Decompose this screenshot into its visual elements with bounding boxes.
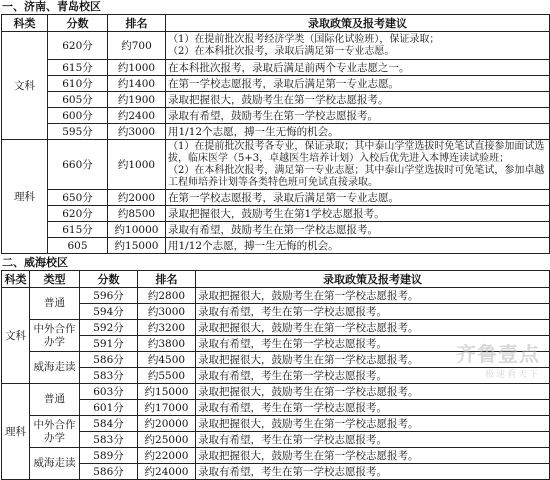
- table-row: [2, 60, 550, 76]
- policy-cell: 录取有希望，考生在第一学校志愿报考。: [196, 336, 550, 352]
- header-score: 分数: [48, 15, 108, 32]
- policy-cell: [166, 32, 550, 60]
- rank-cell: 约2400: [108, 108, 166, 124]
- rank-cell: 约700: [108, 32, 166, 60]
- subject-cell: 文科: [2, 288, 30, 384]
- table-row: [2, 190, 550, 206]
- table-row: [2, 92, 550, 108]
- policy-cell: 录取有希望，考生在第一学校志愿报考。: [196, 464, 550, 480]
- policy-cell: 录取把握很大，鼓励考生在第一学校志愿报考。: [196, 320, 550, 336]
- type-cell: 中外合作办学: [30, 320, 80, 352]
- header-type: 类型: [30, 271, 80, 288]
- score-cell: 603分: [80, 384, 138, 400]
- policy-cell: 录取有希望，考生在第一学校志愿报考。: [196, 400, 550, 416]
- rank-cell: 约3000: [138, 304, 196, 320]
- rank-cell: 约1000: [108, 60, 166, 76]
- policy-cell: 录取把握很大，鼓励考生在第1学校志愿报考。: [166, 206, 550, 222]
- subject-cell: 文科: [2, 32, 48, 140]
- score-cell: 650分: [48, 190, 108, 206]
- table-row: [2, 448, 550, 464]
- table-row: [2, 384, 550, 400]
- watermark: [456, 338, 540, 380]
- score-cell: 605分: [48, 92, 108, 108]
- table-row: [2, 76, 550, 92]
- score-cell: 615分: [48, 60, 108, 76]
- score-cell: 596分: [80, 288, 138, 304]
- policy-cell: 录取有希望，考生在第一学校志愿报考。: [196, 432, 550, 448]
- policy-line: （1）在提前批次报考经济学类（国际化试验班），保证录取；: [168, 33, 440, 45]
- policy-cell: 用1/12个志愿，搏一生无悔的机会。: [166, 124, 550, 140]
- table-row: [2, 124, 550, 140]
- policy-cell: 在第一学校志愿报考，录取后满足第一专业志愿。: [166, 76, 550, 92]
- score-cell: 601分: [80, 400, 138, 416]
- table-row: [2, 140, 550, 190]
- score-cell: 592分: [80, 320, 138, 336]
- type-cell: 中外合作办学: [30, 416, 80, 448]
- score-cell: 620分: [48, 32, 108, 60]
- rank-cell: 约24000: [138, 464, 196, 480]
- score-cell: 586分: [80, 352, 138, 368]
- policy-cell: 录取把握很大，鼓励考生在第一学校志愿报考。: [196, 416, 550, 432]
- policy-cell: 录取把握很大，鼓励考生在第一学校志愿报考。: [196, 288, 550, 304]
- policy-cell: 在第一学校志愿报考，录取后满足第一专业志愿。: [166, 190, 550, 206]
- table-row: [2, 320, 550, 336]
- rank-cell: 约1400: [108, 76, 166, 92]
- rank-cell: 约3000: [108, 124, 166, 140]
- score-cell: 620分: [48, 206, 108, 222]
- policy-line: （2）在本科批次报考，满足第一专业志愿；其中泰山学堂选拔时可免笔试，参加卓越工程师培养计划等各类特色班可免试直接录取。: [168, 164, 545, 188]
- score-cell: 584分: [80, 416, 138, 432]
- score-cell: 583分: [80, 432, 138, 448]
- policy-cell: [166, 140, 550, 190]
- score-cell: 594分: [80, 304, 138, 320]
- watermark-main: 齐鲁壹点: [456, 342, 540, 366]
- type-cell: 普通: [30, 384, 80, 416]
- table-row: [2, 464, 550, 480]
- rank-cell: 约17000: [138, 400, 196, 416]
- score-cell: 589分: [80, 448, 138, 464]
- policy-cell: 录取把握很大，鼓励考生在第一学校志愿报考。: [196, 384, 550, 400]
- rank-cell: 约3800: [138, 336, 196, 352]
- rank-cell: 约5500: [138, 368, 196, 384]
- type-cell: 威海走读: [30, 448, 80, 480]
- rank-cell: 约25000: [138, 432, 196, 448]
- score-cell: 605: [48, 238, 108, 254]
- subject-cell: 理科: [2, 384, 30, 480]
- policy-cell: 录取有希望，考生在第一学校志愿报考。: [196, 304, 550, 320]
- header-subject: 科类: [2, 15, 48, 32]
- rank-cell: 约10000: [108, 222, 166, 238]
- score-cell: 615分: [48, 222, 108, 238]
- score-cell: 586分: [80, 464, 138, 480]
- score-cell: 660分: [48, 140, 108, 190]
- header-rank: 排名: [108, 15, 166, 32]
- rank-cell: 约2000: [108, 190, 166, 206]
- score-cell: 591分: [80, 336, 138, 352]
- score-cell: 595分: [48, 124, 108, 140]
- subject-cell: 理科: [2, 140, 48, 254]
- table-row: [2, 432, 550, 448]
- table-row: [2, 400, 550, 416]
- table-row: [2, 206, 550, 222]
- policy-cell: 录取把握很大，鼓励考生在第一学校志愿报考。: [196, 448, 550, 464]
- policy-cell: 录取把握很大，鼓励考生在第一学校志愿报考。: [196, 352, 550, 368]
- header-rank: 排名: [138, 271, 196, 288]
- rank-cell: 约1000: [108, 140, 166, 190]
- rank-cell: 约20000: [138, 416, 196, 432]
- type-cell: 威海走读: [30, 352, 80, 384]
- rank-cell: 约3200: [138, 320, 196, 336]
- table-row: [2, 108, 550, 124]
- table-row: [2, 32, 550, 60]
- score-cell: 610分: [48, 76, 108, 92]
- jinan-qingdao-table: [1, 14, 550, 254]
- score-cell: 600分: [48, 108, 108, 124]
- watermark-sub: 极速看天下: [484, 370, 540, 380]
- table-row: [2, 304, 550, 320]
- section2-title: 二、威海校区: [2, 256, 68, 269]
- policy-cell: 用1/12个志愿，搏一生无悔的机会。: [166, 238, 550, 254]
- policy-cell: 录取把握很大，鼓励考生在第一学校志愿报考。: [166, 92, 550, 108]
- section1-title: 一、济南、青岛校区: [2, 0, 101, 13]
- rank-cell: 约1900: [108, 92, 166, 108]
- header-score: 分数: [80, 271, 138, 288]
- type-cell: 普通: [30, 288, 80, 320]
- rank-cell: 约2800: [138, 288, 196, 304]
- table-row: [2, 238, 550, 254]
- table-row: [2, 288, 550, 304]
- rank-cell: 约22000: [138, 448, 196, 464]
- rank-cell: 约15000: [138, 384, 196, 400]
- policy-line: （1）在提前批次报考各专业，保证录取；其中泰山学堂选拔时免笔试直接参加面试选拔，临床医学（5+3，卓越医生培养计划）入校后优先进入本博连读试验班；: [168, 140, 545, 164]
- policy-line: （2）在本科批次报考，录取后满足第一专业志愿。: [168, 45, 395, 57]
- header-policy: 录取政策及报考建议: [166, 15, 550, 32]
- rank-cell: 约8500: [108, 206, 166, 222]
- header-policy: 录取政策及报考建议: [196, 271, 550, 288]
- header-subject: 科类: [2, 271, 30, 288]
- rank-cell: 约4500: [138, 352, 196, 368]
- policy-cell: 录取有希望，鼓励考生在第一学校志愿报考。: [166, 222, 550, 238]
- score-cell: 583分: [80, 368, 138, 384]
- policy-cell: 录取有希望，鼓励考生在第一学校志愿报考。: [166, 108, 550, 124]
- rank-cell: 约15000: [108, 238, 166, 254]
- policy-cell: 在本科批次报考，录取后满足前两个专业志愿之一。: [166, 60, 550, 76]
- table-row: [2, 416, 550, 432]
- policy-cell: 录取有希望，考生在第一学校志愿报考。: [196, 368, 550, 384]
- table-row: [2, 222, 550, 238]
